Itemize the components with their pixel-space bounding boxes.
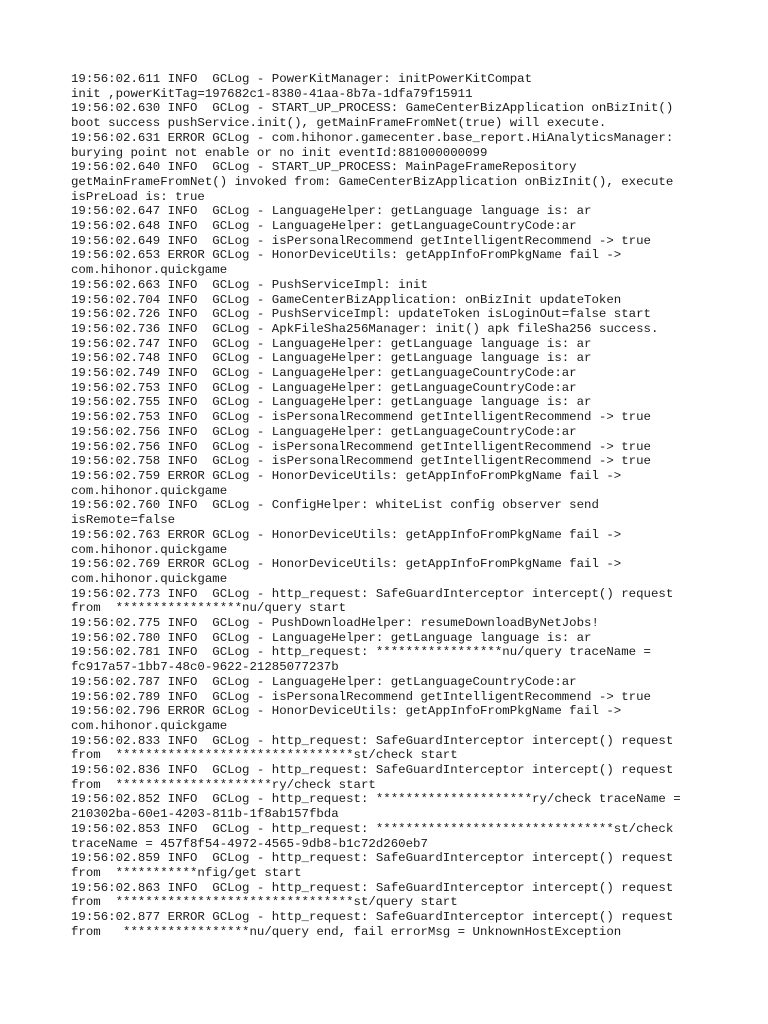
log-line: 19:56:02.760 INFO GCLog - ConfigHelper: whiteList config observer send [71, 498, 599, 513]
log-line: 19:56:02.753 INFO GCLog - isPersonalRecommend getIntelligentRecommend -> true [71, 410, 651, 425]
log-line: 19:56:02.787 INFO GCLog - LanguageHelper: getLanguageCountryCode:ar [71, 674, 577, 689]
log-line: 19:56:02.736 INFO GCLog - ApkFileSha256Manager: init() apk fileSha256 success. [71, 321, 659, 336]
log-line: 19:56:02.796 ERROR GCLog - HonorDeviceUtils: getAppInfoFromPkgName fail -> [71, 704, 622, 719]
log-line: 19:56:02.863 INFO GCLog - http_request: SafeGuardInterceptor intercept() request [71, 880, 674, 895]
log-line: 19:56:02.647 INFO GCLog - LanguageHelper: getLanguage language is: ar [71, 204, 592, 219]
log-line: from *********************ry/check start [71, 777, 376, 792]
log-line: 19:56:02.859 INFO GCLog - http_request: SafeGuardInterceptor intercept() request [71, 851, 674, 866]
log-line: 19:56:02.755 INFO GCLog - LanguageHelper: getLanguage language is: ar [71, 395, 592, 410]
log-line: com.hihonor.quickgame [71, 571, 228, 586]
log-line: 210302ba-60e1-4203-811b-1f8ab157fbda [71, 807, 339, 822]
log-line: 19:56:02.747 INFO GCLog - LanguageHelper: getLanguage language is: ar [71, 336, 592, 351]
log-line: 19:56:02.852 INFO GCLog - http_request: *********************ry/check traceName = [71, 792, 681, 807]
log-line: 19:56:02.631 ERROR GCLog - com.hihonor.gamecenter.base_report.HiAnalyticsManager: [71, 130, 674, 145]
log-line: 19:56:02.704 INFO GCLog - GameCenterBizApplication: onBizInit updateToken [71, 292, 622, 307]
log-line: 19:56:02.769 ERROR GCLog - HonorDeviceUtils: getAppInfoFromPkgName fail -> [71, 557, 622, 572]
log-line: from ***********nfig/get start [71, 865, 302, 880]
log-line: 19:56:02.756 INFO GCLog - LanguageHelper: getLanguageCountryCode:ar [71, 424, 577, 439]
log-line: com.hihonor.quickgame [71, 542, 228, 557]
log-line: com.hihonor.quickgame [71, 718, 228, 733]
log-line: 19:56:02.773 INFO GCLog - http_request: SafeGuardInterceptor intercept() request [71, 586, 674, 601]
log-line: com.hihonor.quickgame [71, 263, 228, 278]
log-line: 19:56:02.853 INFO GCLog - http_request: ********************************st/check [71, 821, 674, 836]
log-text [71, 72, 761, 939]
log-line: getMainFrameFromNet() invoked from: GameCenterBizApplication onBizInit(), execute [71, 174, 674, 189]
log-line: boot success pushService.init(), getMainFrameFromNet(true) will execute. [71, 116, 607, 131]
log-line: 19:56:02.836 INFO GCLog - http_request: SafeGuardInterceptor intercept() request [71, 763, 674, 778]
log-line: from ********************************st/query start [71, 895, 458, 910]
log-line: 19:56:02.833 INFO GCLog - http_request: SafeGuardInterceptor intercept() request [71, 733, 674, 748]
log-line: 19:56:02.877 ERROR GCLog - http_request: SafeGuardInterceptor intercept() request [71, 910, 674, 925]
log-line: from ********************************st/check start [71, 748, 458, 763]
log-line: 19:56:02.611 INFO GCLog - PowerKitManager: initPowerKitCompat [71, 72, 533, 86]
log-line: traceName = 457f8f54-4972-4565-9db8-b1c72d260eb7 [71, 836, 428, 851]
log-line: from *****************nu/query end, fail errorMsg = UnknownHostException [71, 924, 622, 939]
log-line: 19:56:02.753 INFO GCLog - LanguageHelper: getLanguageCountryCode:ar [71, 380, 577, 395]
log-line: fc917a57-1bb7-48c0-9622-21285077237b [71, 660, 339, 675]
log-line: 19:56:02.663 INFO GCLog - PushServiceImpl: init [71, 277, 428, 292]
log-line: 19:56:02.749 INFO GCLog - LanguageHelper: getLanguageCountryCode:ar [71, 366, 577, 381]
log-line: 19:56:02.789 INFO GCLog - isPersonalRecommend getIntelligentRecommend -> true [71, 689, 651, 704]
log-line: 19:56:02.781 INFO GCLog - http_request: *****************nu/query traceName = [71, 645, 651, 660]
log-line: init ,powerKitTag=197682c1-8380-41aa-8b7a-1dfa79f15911 [71, 86, 473, 101]
log-line: 19:56:02.653 ERROR GCLog - HonorDeviceUtils: getAppInfoFromPkgName fail -> [71, 248, 622, 263]
log-line: 19:56:02.648 INFO GCLog - LanguageHelper: getLanguageCountryCode:ar [71, 219, 577, 234]
log-line: 19:56:02.780 INFO GCLog - LanguageHelper: getLanguage language is: ar [71, 630, 592, 645]
log-line: 19:56:02.649 INFO GCLog - isPersonalRecommend getIntelligentRecommend -> true [71, 233, 651, 248]
log-line: 19:56:02.748 INFO GCLog - LanguageHelper: getLanguage language is: ar [71, 351, 592, 366]
log-line: isRemote=false [71, 513, 176, 528]
log-line: 19:56:02.756 INFO GCLog - isPersonalRecommend getIntelligentRecommend -> true [71, 439, 651, 454]
log-line: burying point not enable or no init eventId:881000000099 [71, 145, 488, 160]
log-line: 19:56:02.726 INFO GCLog - PushServiceImpl: updateToken isLoginOut=false start [71, 307, 651, 322]
log-line: 19:56:02.775 INFO GCLog - PushDownloadHelper: resumeDownloadByNetJobs! [71, 616, 599, 631]
log-line: 19:56:02.759 ERROR GCLog - HonorDeviceUtils: getAppInfoFromPkgName fail -> [71, 468, 622, 483]
log-line: com.hihonor.quickgame [71, 483, 228, 498]
log-line: from *****************nu/query start [71, 601, 347, 616]
log-line: 19:56:02.630 INFO GCLog - START_UP_PROCESS: GameCenterBizApplication onBizInit() [71, 101, 674, 116]
log-line: isPreLoad is: true [71, 189, 205, 204]
log-line: 19:56:02.758 INFO GCLog - isPersonalRecommend getIntelligentRecommend -> true [71, 454, 651, 469]
log-line: 19:56:02.763 ERROR GCLog - HonorDeviceUtils: getAppInfoFromPkgName fail -> [71, 527, 622, 542]
log-line: 19:56:02.640 INFO GCLog - START_UP_PROCESS: MainPageFrameRepository [71, 160, 577, 175]
